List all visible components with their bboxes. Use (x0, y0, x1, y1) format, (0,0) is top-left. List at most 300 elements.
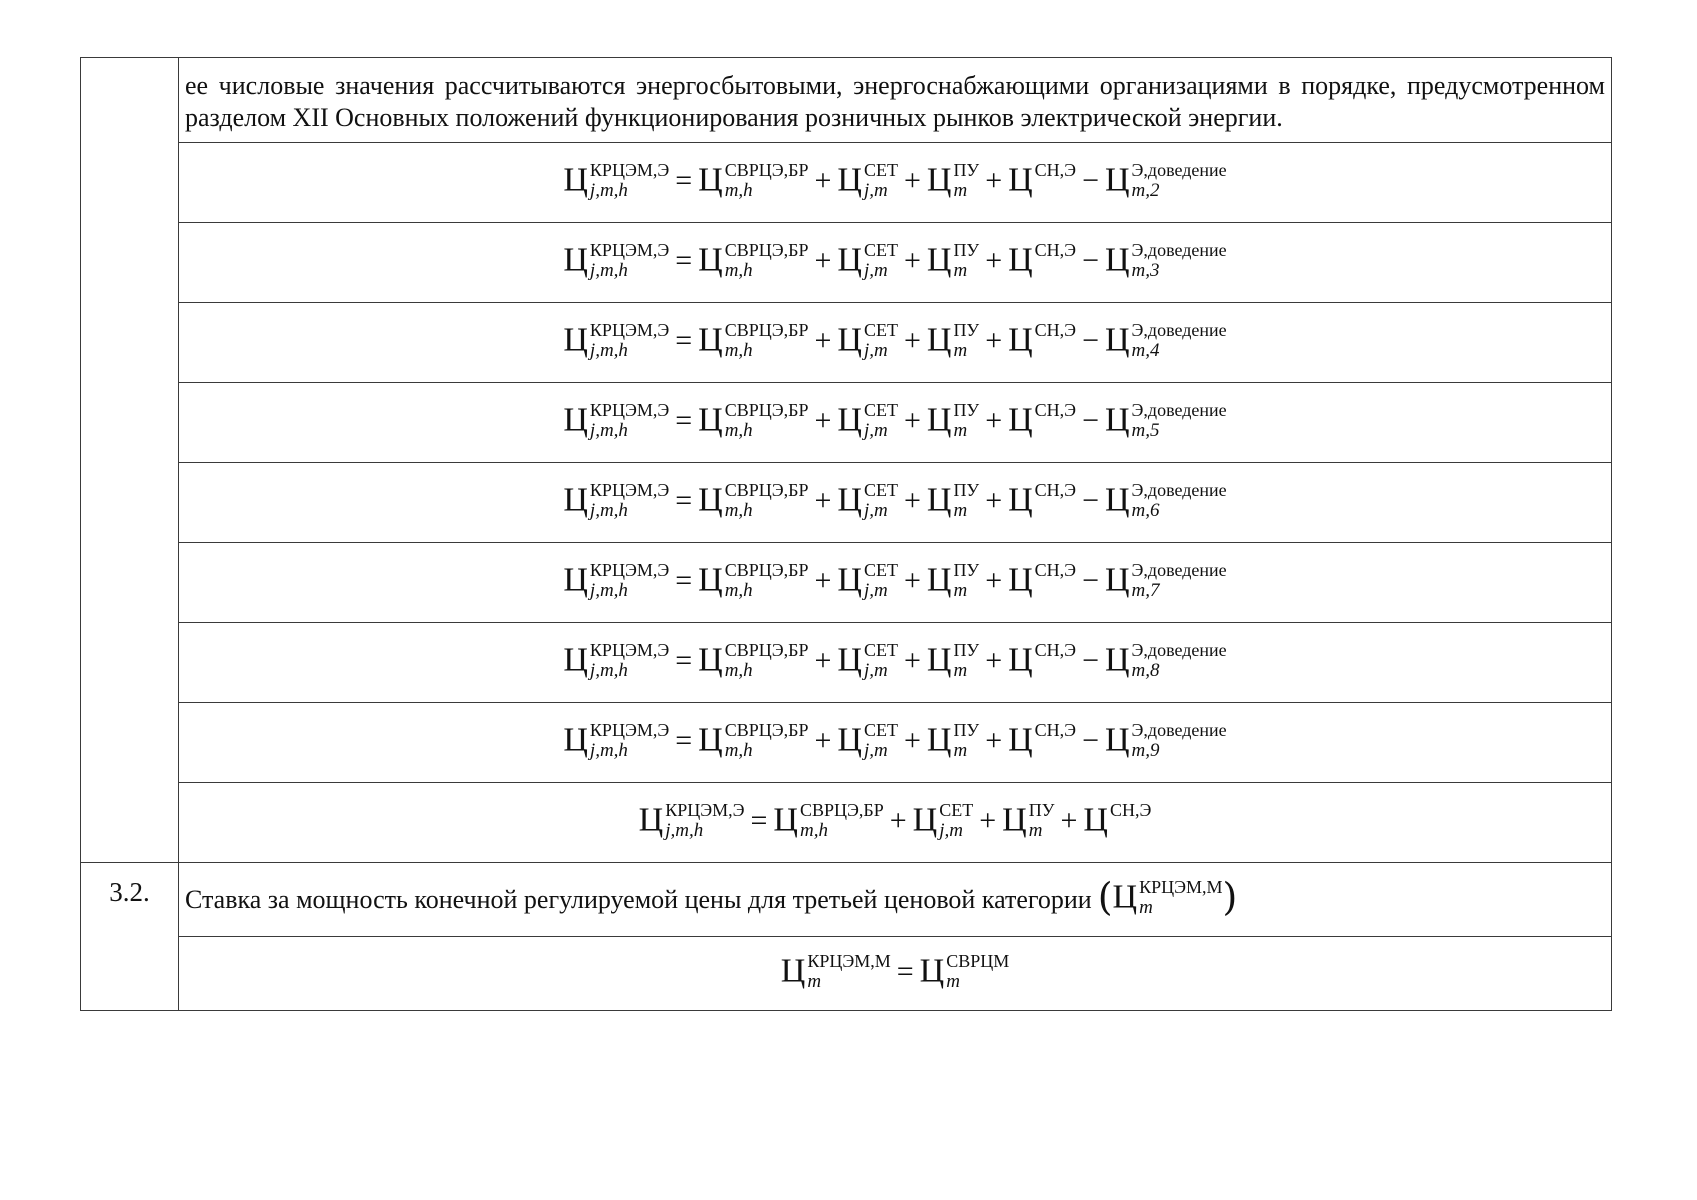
price-symbol: Ц (773, 800, 798, 838)
formula-cell (179, 143, 1612, 223)
infrastructure-term (926, 559, 980, 604)
operator-plus: + (814, 323, 832, 357)
price-symbol: Ц (926, 160, 952, 198)
operator-plus: + (903, 323, 921, 357)
network-term (837, 479, 898, 524)
infrastructure-term-subscript: m (953, 739, 968, 761)
formula-cell (179, 703, 1612, 783)
wholesale-term-superscript: СВРЦЭ,БР (799, 799, 884, 820)
formula-row (81, 143, 1612, 223)
operator-plus: + (814, 483, 832, 517)
network-term (837, 719, 898, 764)
operator-plus: + (985, 243, 1003, 277)
lhs-term (563, 639, 670, 684)
network-term-superscript: СЕТ (863, 319, 898, 340)
wholesale-term-superscript: СВРЦЭ,БР (724, 319, 809, 340)
formula-cell (179, 783, 1612, 863)
sales-markup-term-superscript: СН,Э (1034, 639, 1077, 660)
price-symbol: Ц (1008, 160, 1033, 198)
price-symbol: Ц (1104, 480, 1130, 518)
price-symbol: Ц (926, 480, 952, 518)
price-symbol: Ц (1002, 800, 1027, 838)
price-formula (563, 239, 1227, 284)
operator-plus: + (903, 563, 921, 597)
capacity-rhs-superscript: СВРЦМ (946, 950, 1010, 971)
sales-markup-term (1008, 559, 1077, 604)
operator-plus: + (814, 243, 832, 277)
sales-markup-term-superscript: СН,Э (1034, 399, 1077, 420)
capacity-lhs-subscript: m (807, 970, 822, 992)
price-symbol: Ц (1008, 560, 1033, 598)
price-symbol: Ц (563, 160, 588, 198)
price-symbol: Ц (926, 240, 952, 278)
formula-row (81, 623, 1612, 703)
operator-eq: = (675, 483, 693, 517)
formula-cell (179, 543, 1612, 623)
lhs-term-superscript: КРЦЭМ,Э (589, 239, 670, 260)
sales-markup-term (1008, 159, 1077, 204)
operator-plus: + (1060, 803, 1078, 837)
open-paren: ( (1097, 874, 1113, 919)
infrastructure-term (1002, 799, 1055, 844)
capacity-lhs-term (780, 950, 891, 995)
infrastructure-term-subscript: m (953, 339, 968, 361)
price-symbol: Ц (837, 240, 862, 278)
price-symbol: Ц (698, 720, 723, 758)
operator-plus: + (903, 723, 921, 757)
price-symbol: Ц (919, 951, 945, 989)
operator-eq: = (675, 643, 693, 677)
infrastructure-term-subscript: m (953, 579, 968, 601)
price-symbol: Ц (1008, 720, 1033, 758)
operator-plus: + (985, 483, 1003, 517)
lhs-term (563, 319, 670, 364)
network-term (837, 559, 898, 604)
network-term-superscript: СЕТ (939, 799, 974, 820)
infrastructure-term-superscript: ПУ (953, 559, 980, 580)
price-symbol: Ц (698, 480, 723, 518)
price-symbol: Ц (837, 320, 862, 358)
wholesale-term (698, 399, 809, 444)
price-formula (563, 319, 1227, 364)
operator-plus: + (985, 723, 1003, 757)
price-symbol: Ц (837, 400, 862, 438)
price-symbol: Ц (1008, 400, 1033, 438)
price-symbol: Ц (1104, 560, 1130, 598)
wholesale-term-superscript: СВРЦЭ,БР (724, 639, 809, 660)
wholesale-term (698, 719, 809, 764)
operator-plus: + (985, 563, 1003, 597)
sales-markup-term-superscript: СН,Э (1034, 159, 1077, 180)
operator-eq: = (896, 954, 914, 988)
wholesale-term-superscript: СВРЦЭ,БР (724, 159, 809, 180)
wholesale-term (698, 479, 809, 524)
network-term-subscript: j,m (863, 659, 888, 681)
network-term-superscript: СЕТ (863, 639, 898, 660)
lhs-term-subscript: j,m,h (589, 659, 628, 681)
operator-minus: − (1082, 483, 1099, 517)
formula-cell (179, 937, 1612, 1011)
lhs-term-superscript: КРЦЭМ,Э (665, 799, 745, 820)
formula-cell (179, 623, 1612, 703)
operator-minus: − (1082, 163, 1099, 197)
infrastructure-term-subscript: m (953, 499, 968, 521)
lhs-term-superscript: КРЦЭМ,Э (589, 159, 670, 180)
adjustment-term-subscript: m,3 (1131, 259, 1160, 281)
infrastructure-term-superscript: ПУ (953, 479, 980, 500)
price-formula (563, 559, 1227, 604)
network-term (837, 399, 898, 444)
formula-cell (179, 223, 1612, 303)
price-symbol: Ц (1008, 640, 1033, 678)
infrastructure-term-superscript: ПУ (953, 399, 980, 420)
operator-plus: + (889, 803, 907, 837)
infrastructure-term-subscript: m (1028, 819, 1043, 841)
infrastructure-term-subscript: m (953, 259, 968, 281)
operator-plus: + (979, 803, 997, 837)
formula-row (81, 303, 1612, 383)
adjustment-term-superscript: Э,доведение (1131, 719, 1227, 740)
lhs-term-subscript: j,m,h (589, 179, 628, 201)
price-symbol: Ц (563, 400, 588, 438)
formula-cell (179, 463, 1612, 543)
infrastructure-term-superscript: ПУ (953, 319, 980, 340)
adjustment-term (1104, 719, 1227, 764)
operator-minus: − (1082, 243, 1099, 277)
operator-eq: = (675, 403, 693, 437)
adjustment-term-subscript: m,5 (1131, 419, 1160, 441)
price-symbol: Ц (837, 720, 862, 758)
lhs-term-superscript: КРЦЭМ,Э (589, 479, 670, 500)
adjustment-term-subscript: m,4 (1131, 339, 1160, 361)
operator-plus: + (814, 563, 832, 597)
row-number-cell-empty (81, 58, 179, 863)
network-term-subscript: j,m (863, 419, 888, 441)
wholesale-term (773, 799, 884, 844)
infrastructure-term (926, 639, 980, 684)
lhs-term (638, 799, 745, 844)
lhs-term-subscript: j,m,h (665, 819, 704, 841)
lhs-term (563, 479, 670, 524)
price-symbol: Ц (563, 720, 588, 758)
network-term-subscript: j,m (939, 819, 963, 841)
operator-eq: = (675, 163, 693, 197)
section-heading: Ставка за мощность конечной регулируемой цены для третьей ценовой категории (185, 884, 1092, 914)
tariff-table (80, 57, 1612, 1011)
operator-plus: + (903, 643, 921, 677)
wholesale-term-superscript: СВРЦЭ,БР (724, 719, 809, 740)
wholesale-term-subscript: m,h (724, 579, 753, 601)
infrastructure-term-superscript: ПУ (953, 719, 980, 740)
price-symbol: Ц (837, 160, 862, 198)
operator-eq: = (675, 243, 693, 277)
price-formula (563, 479, 1227, 524)
price-symbol: Ц (1104, 320, 1130, 358)
operator-plus: + (985, 643, 1003, 677)
operator-minus: − (1082, 723, 1099, 757)
network-term-superscript: СЕТ (863, 559, 898, 580)
price-formula (563, 399, 1227, 444)
wholesale-term-superscript: СВРЦЭ,БР (724, 399, 809, 420)
network-term-subscript: j,m (863, 499, 888, 521)
lhs-term (563, 159, 670, 204)
price-symbol: Ц (1083, 800, 1108, 838)
adjustment-term-subscript: m,8 (1131, 659, 1160, 681)
heading-formula (1097, 874, 1238, 922)
wholesale-term-subscript: m,h (724, 739, 753, 761)
sales-markup-term (1008, 719, 1077, 764)
network-term (912, 799, 974, 844)
operator-plus: + (903, 243, 921, 277)
capacity-formula (780, 950, 1010, 995)
lhs-term-subscript: j,m,h (589, 499, 628, 521)
formula-cell (179, 383, 1612, 463)
lhs-term-superscript: КРЦЭМ,Э (589, 559, 670, 580)
capacity-lhs-superscript: КРЦЭМ,М (807, 950, 891, 971)
adjustment-term-subscript: m,7 (1131, 579, 1160, 601)
wholesale-term-superscript: СВРЦЭ,БР (724, 559, 809, 580)
adjustment-term-superscript: Э,доведение (1131, 319, 1227, 340)
network-term-superscript: СЕТ (863, 719, 898, 740)
operator-plus: + (814, 403, 832, 437)
lhs-term-subscript: j,m,h (589, 419, 628, 441)
formula-row (81, 463, 1612, 543)
network-term-superscript: СЕТ (863, 479, 898, 500)
adjustment-term (1104, 479, 1227, 524)
formula-row (81, 703, 1612, 783)
sales-markup-term-superscript: СН,Э (1109, 799, 1152, 820)
network-term (837, 319, 898, 364)
wholesale-term-superscript: СВРЦЭ,БР (724, 239, 809, 260)
infrastructure-term-superscript: ПУ (953, 639, 980, 660)
wholesale-term-subscript: m,h (724, 499, 753, 521)
sales-markup-term (1083, 799, 1152, 844)
sales-markup-term-superscript: СН,Э (1034, 239, 1077, 260)
price-symbol: Ц (1104, 400, 1130, 438)
formula-row (81, 543, 1612, 623)
infrastructure-term-subscript: m (953, 419, 968, 441)
lhs-term-superscript: КРЦЭМ,Э (589, 719, 670, 740)
adjustment-term-subscript: m,6 (1131, 499, 1160, 521)
lhs-term (563, 559, 670, 604)
infrastructure-term (926, 319, 980, 364)
formula-row (81, 937, 1612, 1011)
network-term (837, 159, 898, 204)
operator-eq: = (675, 323, 693, 357)
formula-row (81, 783, 1612, 863)
sales-markup-term (1008, 319, 1077, 364)
sales-markup-term-superscript: СН,Э (1034, 479, 1077, 500)
operator-eq: = (750, 803, 768, 837)
sales-markup-term-superscript: СН,Э (1034, 319, 1077, 340)
capacity-rhs-term (919, 950, 1010, 995)
operator-minus: − (1082, 403, 1099, 437)
network-term-subscript: j,m (863, 339, 888, 361)
price-symbol: Ц (563, 480, 588, 518)
adjustment-term-superscript: Э,доведение (1131, 559, 1227, 580)
lhs-term-superscript: КРЦЭМ,Э (589, 399, 670, 420)
sales-markup-term (1008, 239, 1077, 284)
price-symbol: Ц (698, 160, 723, 198)
operator-plus: + (814, 723, 832, 757)
price-symbol: Ц (926, 560, 952, 598)
operator-plus: + (985, 403, 1003, 437)
adjustment-term (1104, 639, 1227, 684)
formula-row (81, 383, 1612, 463)
price-symbol: Ц (1008, 240, 1033, 278)
price-symbol: Ц (780, 951, 806, 989)
intro-paragraph: ее числовые значения рассчитываются энергосбытовыми, энергоснабжающими организациями в порядке, предусмотренном разделом XII Основных положений функционирования розничных рынков электрической энергии. (179, 58, 1612, 143)
operator-minus: − (1082, 643, 1099, 677)
price-formula (563, 639, 1227, 684)
infrastructure-term-superscript: ПУ (953, 239, 980, 260)
price-symbol: Ц (837, 480, 862, 518)
price-symbol: Ц (1008, 480, 1033, 518)
price-symbol: Ц (926, 640, 952, 678)
network-term-subscript: j,m (863, 579, 888, 601)
network-term-superscript: СЕТ (863, 159, 898, 180)
infrastructure-term-superscript: ПУ (1028, 799, 1055, 820)
adjustment-term (1104, 559, 1227, 604)
infrastructure-term-subscript: m (953, 659, 968, 681)
infrastructure-term (926, 239, 980, 284)
wholesale-term-superscript: СВРЦЭ,БР (724, 479, 809, 500)
wholesale-term (698, 559, 809, 604)
formula-row (81, 223, 1612, 303)
adjustment-term-superscript: Э,доведение (1131, 479, 1227, 500)
close-paren: ) (1222, 874, 1238, 919)
infrastructure-term (926, 159, 980, 204)
network-term-subscript: j,m (863, 179, 888, 201)
price-symbol: Ц (638, 800, 664, 838)
price-symbol: Ц (698, 320, 723, 358)
operator-plus: + (814, 643, 832, 677)
operator-minus: − (1082, 563, 1099, 597)
lhs-term-subscript: j,m,h (589, 579, 628, 601)
sales-markup-term-superscript: СН,Э (1034, 559, 1077, 580)
capacity-rhs-subscript: m (946, 970, 960, 992)
operator-eq: = (675, 723, 693, 757)
price-symbol: Ц (698, 560, 723, 598)
adjustment-term (1104, 399, 1227, 444)
operator-plus: + (814, 163, 832, 197)
adjustment-term-superscript: Э,доведение (1131, 159, 1227, 180)
price-symbol: Ц (912, 800, 938, 838)
adjustment-term (1104, 319, 1227, 364)
infrastructure-term (926, 399, 980, 444)
wholesale-term-subscript: m,h (724, 179, 753, 201)
operator-plus: + (903, 163, 921, 197)
price-formula (563, 719, 1227, 764)
price-symbol: Ц (837, 560, 862, 598)
wholesale-term-subscript: m,h (724, 339, 753, 361)
sales-markup-term (1008, 479, 1077, 524)
price-symbol: Ц (698, 240, 723, 278)
price-formula (563, 159, 1227, 204)
adjustment-term (1104, 159, 1227, 204)
infrastructure-term-subscript: m (953, 179, 968, 201)
network-term-superscript: СЕТ (863, 399, 898, 420)
price-symbol: Ц (926, 400, 952, 438)
price-symbol: Ц (1104, 720, 1130, 758)
price-symbol: Ц (698, 640, 723, 678)
lhs-term (563, 399, 670, 444)
lhs-term (563, 719, 670, 764)
wholesale-term-subscript: m,h (724, 419, 753, 441)
price-symbol: Ц (563, 560, 588, 598)
network-term-superscript: СЕТ (863, 239, 898, 260)
price-symbol: Ц (1104, 160, 1130, 198)
infrastructure-term-superscript: ПУ (953, 159, 980, 180)
lhs-term-subscript: j,m,h (589, 739, 628, 761)
lhs-term-superscript: КРЦЭМ,Э (589, 319, 670, 340)
capacity-term (1113, 879, 1223, 921)
network-term (837, 239, 898, 284)
price-symbol: Ц (1112, 878, 1138, 916)
operator-eq: = (675, 563, 693, 597)
lhs-term-superscript: КРЦЭМ,Э (589, 639, 670, 660)
sales-markup-term-superscript: СН,Э (1034, 719, 1077, 740)
lhs-term-subscript: j,m,h (589, 259, 628, 281)
price-symbol: Ц (698, 400, 723, 438)
wholesale-term-subscript: m,h (724, 659, 753, 681)
price-symbol: Ц (1008, 320, 1033, 358)
sales-markup-term (1008, 399, 1077, 444)
wholesale-term (698, 159, 809, 204)
price-symbol: Ц (837, 640, 862, 678)
operator-plus: + (903, 403, 921, 437)
wholesale-term-subscript: m,h (799, 819, 828, 841)
infrastructure-term (926, 719, 980, 764)
lhs-term (563, 239, 670, 284)
wholesale-term (698, 639, 809, 684)
infrastructure-term (926, 479, 980, 524)
network-term (837, 639, 898, 684)
wholesale-term (698, 239, 809, 284)
capacity-term-subscript: m (1139, 897, 1153, 919)
operator-plus: + (903, 483, 921, 517)
price-symbol: Ц (1104, 240, 1130, 278)
network-term-subscript: j,m (863, 259, 888, 281)
adjustment-term-subscript: m,9 (1131, 739, 1160, 761)
table-row (81, 58, 1612, 143)
price-symbol: Ц (563, 240, 588, 278)
operator-plus: + (985, 323, 1003, 357)
price-symbol: Ц (926, 720, 952, 758)
adjustment-term (1104, 239, 1227, 284)
capacity-term-superscript: КРЦЭМ,М (1139, 877, 1223, 898)
operator-plus: + (985, 163, 1003, 197)
adjustment-term-superscript: Э,доведение (1131, 399, 1227, 420)
section-heading-cell (179, 863, 1612, 937)
formula-cell (179, 303, 1612, 383)
network-term-subscript: j,m (863, 739, 888, 761)
operator-minus: − (1082, 323, 1099, 357)
adjustment-term-superscript: Э,доведение (1131, 639, 1227, 660)
adjustment-term-superscript: Э,доведение (1131, 239, 1227, 260)
price-symbol: Ц (563, 640, 588, 678)
lhs-term-subscript: j,m,h (589, 339, 628, 361)
section-heading-row (81, 863, 1612, 937)
price-formula (638, 799, 1152, 844)
price-symbol: Ц (926, 320, 952, 358)
wholesale-term (698, 319, 809, 364)
sales-markup-term (1008, 639, 1077, 684)
wholesale-term-subscript: m,h (724, 259, 753, 281)
price-symbol: Ц (1104, 640, 1130, 678)
adjustment-term-subscript: m,2 (1131, 179, 1160, 201)
section-number: 3.2. (81, 863, 179, 1011)
